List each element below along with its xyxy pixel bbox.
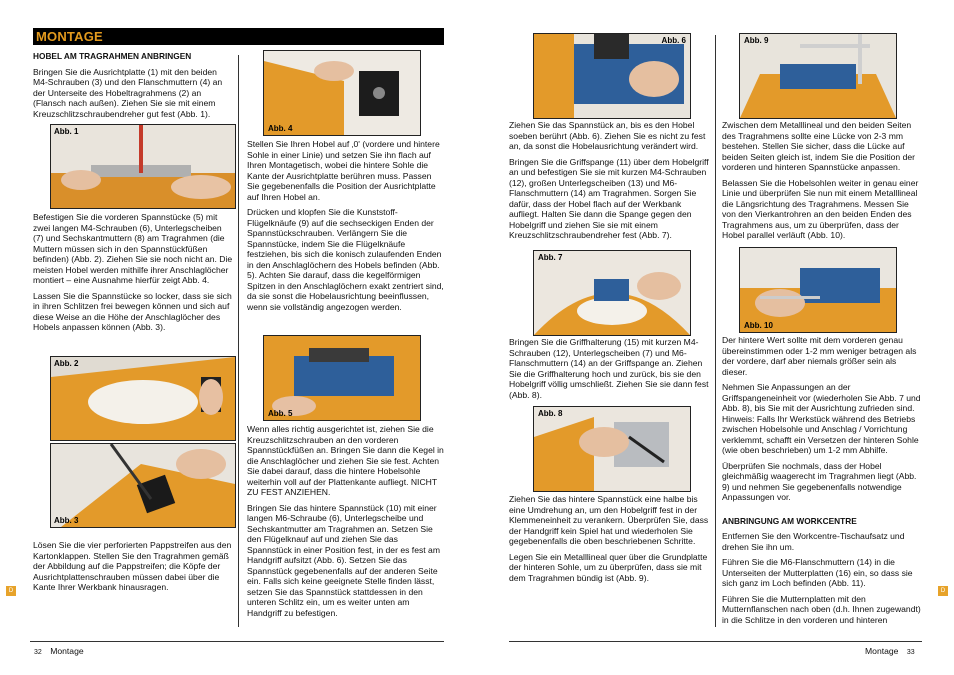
paragraph: Zwischen dem Metalllineal und den beiden Seiten des Tragrahmens sollte eine Lücke von 2-3 mm bestehen. Stellen Sie sicher, dass die Lücke auf beiden Seiten gleich ist, indem Sie die Position der vorderen und hinteren Spannstücke anpassen. bbox=[722, 120, 915, 172]
figure-6 bbox=[533, 33, 691, 119]
paragraph: Bringen Sie das hintere Spannstück (10) mit einer langen M6-Schraube (6), Unterlegscheibe und Sechskantmutter am Tragrahmen an. Setzen Sie den Flügelknauf auf und ziehen Sie das Spannstück in einer Position fest, in der es fest am Handgriff aufsitzt (Abb. 6). Setzen Sie das Spannstück gegebenenfalls auf der anderen Seite ein. Falls sich keine geeignete Stelle finden lässt, setzen Sie das Spannstück stattdessen in den unteren Schlitz ein, um es weiter unten am Handgriff zu befestigen. bbox=[247, 502, 440, 618]
paragraph: Führen Sie die M6-Flanschmuttern (14) in die Unterseiten der Mutterplatten (16) ein, so dass sie sich ganz im Loch befinden (Abb. 11). bbox=[722, 557, 913, 588]
paragraph: Wenn alles richtig ausgerichtet ist, ziehen Sie die Kreuzschlitzschrauben an den vorderen Spannstückfüßen an. Bringen Sie dann die Kegel in die Anschlaglöcher und ziehen Sie sie fest. Achten Sie dabei darauf, dass die hintere Hobelsohle weiterhin voll auf der Plattenkante aufliegt. NICHT ZU FEST ANZIEHEN. bbox=[247, 424, 444, 497]
figure-6-image bbox=[534, 34, 690, 118]
figure-label: Abb. 7 bbox=[538, 253, 563, 262]
paragraph: Drücken und klopfen Sie die Kunststoff-Flügelknäufe (9) auf die sechseckigen Enden der Spannstückschrauben. Verlängern Sie die Spannstücke, indem Sie die Flügelknäufe festziehen, bis sich die konisch zulaufenden Enden in den Anschlaglöchern des Hobels befinden (Abb. 5). Achten Sie darauf, dass die kegelförmigen Spitzen in den Anschlaglöchern exakt zentriert sind, da sie sonst die Hobelausrichtung beeinflussen, wenn sie vollständig angezogen werden. bbox=[247, 207, 444, 312]
heading-mount-planer: HOBEL AM TRAGRAHMEN ANBRINGEN bbox=[33, 51, 192, 61]
page-number-left: 32 bbox=[34, 649, 42, 656]
paragraph: Bringen Sie die Griffspange (11) über dem Hobelgriff an und befestigen Sie sie mit kurzen M4-Schrauben (12), großen Unterlegscheiben (13) und M6-Flanschmuttern (14) am Tragrahmen. Sorgen Sie dafür, dass der Hobel flach auf der Werkbank aufliegt. Halten Sie dann die Spange gegen den Hobelgriff und ziehen Sie sie mit einem Kreuzschlitzschraubendreher fest (Abb. 7). bbox=[509, 156, 709, 240]
figure-3 bbox=[50, 443, 236, 528]
footer-rule-left bbox=[30, 641, 444, 642]
figure-4-image bbox=[264, 51, 420, 135]
column-2 bbox=[247, 139, 445, 317]
column-divider-1 bbox=[238, 55, 239, 627]
figure-2-image bbox=[51, 357, 235, 440]
figure-9 bbox=[739, 33, 897, 119]
figure-10-image bbox=[740, 248, 896, 332]
figure-label: Abb. 3 bbox=[54, 516, 79, 525]
figure-9-image bbox=[740, 34, 896, 118]
figure-7 bbox=[533, 250, 691, 336]
figure-label: Abb. 10 bbox=[744, 321, 773, 330]
column-1-bottom bbox=[33, 540, 233, 598]
column-3-bottom bbox=[509, 494, 709, 588]
paragraph: Stellen Sie Ihren Hobel auf ‚0' (vordere und hintere Sohle in einer Linie) und setzen Sie ihn flach auf Ihren Montagetisch, wobei die hintere Sohle die Kante der Ausrichtplatte berühren muss. Passen Sie gegebenenfalls die Position der Ausrichtplatte auf Ihren Hobel an. bbox=[247, 139, 440, 202]
figure-label: Abb. 6 bbox=[661, 36, 686, 45]
paragraph: Führen Sie die Mutternplatten mit den Mutternflanschen nach oben (d.h. Ihnen zugewandt) in die Schlitze in den vorderen und hinteren bbox=[722, 593, 921, 625]
page-number-right: 33 bbox=[906, 649, 915, 656]
figure-8 bbox=[533, 406, 691, 492]
figure-5 bbox=[263, 335, 421, 421]
paragraph: Nehmen Sie Anpassungen an der Griffspangeneinheit vor (wiederholen Sie Abb. 7 und Abb. 8), bis Sie mit der Ausrichtung zufrieden sind. Hinweis: Falls Ihr Werkstück während des Betriebs zwischen Hobelsohle und Anschlag / Vorrichtung verklemmt, schafft ein Versetzen der hinteren Sohle (wie oben beschrieben) um 1-2 mm Abhilfe. bbox=[722, 382, 921, 455]
figure-8-image bbox=[534, 407, 690, 491]
paragraph: Bringen Sie die Ausrichtplatte (1) mit den beiden M4-Schrauben (3) und den Flanschmuttern (4) an der Unterseite des Hobeltragrahmens (2) an (Flansch nach außen). Ziehen Sie sie mit einem Kreuzschlitzschraubendreher gut fest (Abb. 1). bbox=[33, 66, 223, 119]
column-4-bottom bbox=[722, 335, 922, 630]
paragraph: Befestigen Sie die vorderen Spannstücke (5) mit zwei langen M4-Schrauben (6), Unterlegscheiben (7) und Sechskantmuttern (8) am Tragrahmen (die Muttern müssen sich in den Spannstückfüßen befinden) (Abb. 2). Ziehen Sie sie noch nicht an. Die meisten Hobel werden mithilfe ihrer Anschlaglöcher montiert – eine Ausnahme hierfür zeigt Abb. 4. bbox=[33, 212, 233, 285]
figure-label: Abb. 4 bbox=[268, 124, 293, 133]
section-banner bbox=[33, 28, 444, 45]
footer-right bbox=[865, 646, 915, 656]
footer-rule-right bbox=[509, 641, 922, 642]
footer-label-right: Montage bbox=[865, 646, 899, 656]
column-3 bbox=[509, 120, 709, 246]
figure-7-image bbox=[534, 251, 690, 335]
figure-1-image bbox=[51, 125, 235, 208]
column-3-middle bbox=[509, 337, 709, 405]
paragraph: Entfernen Sie den Workcentre-Tischaufsatz und drehen Sie ihn um. bbox=[722, 531, 905, 552]
column-4 bbox=[722, 120, 922, 246]
paragraph: Ziehen Sie das hintere Spannstück eine halbe bis eine Umdrehung an, um den Hobelgriff fest in der Klemmeneinheit zu verankern. Überprüfen Sie, dass der Handgriff kein Spiel hat und wiederholen Sie gegebenenfalls die oben beschriebenen Schritte. bbox=[509, 494, 709, 546]
figure-2 bbox=[50, 356, 236, 441]
figure-10 bbox=[739, 247, 897, 333]
figure-4 bbox=[263, 50, 421, 136]
paragraph: Bringen Sie die Griffhalterung (15) mit kurzen M4-Schrauben (12), Unterlegscheiben (7) und M6-Flanschmuttern (14) an der Griffspange an. Ziehen Sie die Griffhalterung hoch und zurück, bis sie den Hobelgriff völlig umschließt. Ziehen Sie sie dann fest (Abb. 8). bbox=[509, 337, 709, 400]
column-divider-3 bbox=[715, 35, 716, 627]
figure-label: Abb. 2 bbox=[54, 359, 79, 368]
paragraph: Lassen Sie die Spannstücke so locker, dass sie sich in ihren Schlitzen frei bewegen können und sich auf diese Weise an die Höhe der Anschlaglöcher des Hobels anpassen können (Abb. 3). bbox=[33, 290, 232, 332]
footer-left bbox=[34, 646, 84, 656]
paragraph: Legen Sie ein Metalllineal quer über die Grundplatte der hinteren Sohle, um zu überprüfen, dass sie mit dem Tragrahmen bündig ist (Abb. 9). bbox=[509, 551, 708, 583]
figure-label: Abb. 8 bbox=[538, 409, 563, 418]
figure-label: Abb. 1 bbox=[54, 127, 79, 136]
language-tab-left: D bbox=[6, 586, 16, 596]
paragraph: Lösen Sie die vier perforierten Pappstreifen aus den Kartonklappen. Stellen Sie den Tragrahmen gemäß der Abbildung auf die Pappstreifen; die Köpfe der Ausrichtplattenschrauben müssen dabei über die Kante Ihrer Werkbank hinausragen. bbox=[33, 540, 232, 592]
section-title: MONTAGE bbox=[36, 29, 103, 44]
figure-5-image bbox=[264, 336, 420, 420]
figure-label: Abb. 9 bbox=[744, 36, 769, 45]
heading-workcentre: ANBRINGUNG AM WORKCENTRE bbox=[722, 515, 857, 526]
figure-label: Abb. 5 bbox=[268, 409, 293, 418]
column-2-bottom bbox=[247, 424, 445, 623]
language-tab-right: D bbox=[938, 586, 948, 596]
paragraph: Der hintere Wert sollte mit dem vorderen genau übereinstimmen oder 1-2 mm weniger betragen als der vordere, darf aber niemals größer sein als dieser. bbox=[722, 335, 917, 377]
footer-label-left: Montage bbox=[50, 646, 84, 656]
paragraph: Belassen Sie die Hobelsohlen weiter in genau einer Linie und überprüfen Sie nun mit einem Metalllineal die Längsrichtung des Tragrahmens. Messen Sie von den Vierkantrohren an den beiden Enden des Tragrahmens aus, um zu überprüfen, dass der Hobel parallel verläuft (Abb. 10). bbox=[722, 177, 919, 240]
paragraph: Ziehen Sie das Spannstück an, bis es den Hobel soeben berührt (Abb. 6). Ziehen Sie es nicht zu fest an, da sonst die Hobelausrichtung verändert wird. bbox=[509, 120, 706, 151]
figure-3-image bbox=[51, 444, 235, 527]
figure-1 bbox=[50, 124, 236, 209]
paragraph: Überprüfen Sie nochmals, dass der Hobel gleichmäßig waagerecht im Tragrahmen liegt (Abb. 9) und nehmen Sie gegebenenfalls notwendige Anpassungen vor. bbox=[722, 460, 917, 502]
